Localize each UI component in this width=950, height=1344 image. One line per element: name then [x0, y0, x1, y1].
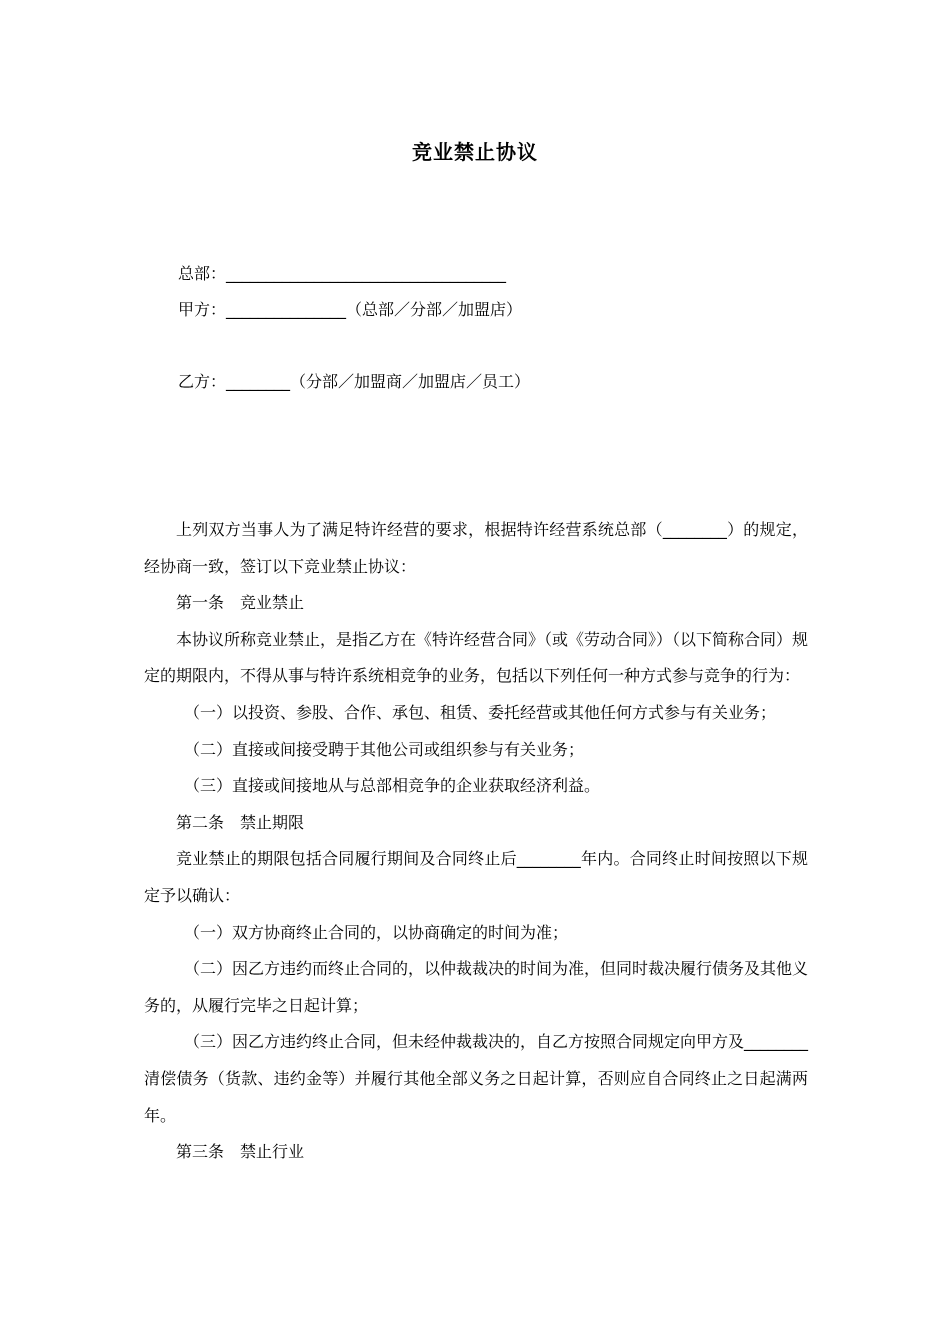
intro-paragraph: 上列双方当事人为了满足特许经营的要求，根据特许经营系统总部（________）的规定，经协商一致，签订以下竞业禁止协议：: [144, 520, 808, 576]
article-3-title: 禁止行业: [240, 1142, 305, 1162]
article-1-item-3: （三）直接或间接地从与总部相竞争的企业获取经济利益。: [184, 776, 601, 796]
hq-line: 总部：___________________________________: [178, 264, 507, 283]
article-3-number: 第三条: [176, 1142, 225, 1162]
article-2-text: 竞业禁止的期限包括合同履行期间及合同终止后________年内。合同终止时间按照以下规定予以确认：: [144, 849, 808, 905]
party-a-line: 甲方：_______________（总部／分部／加盟店）: [178, 300, 523, 319]
article-2-heading: [144, 805, 808, 842]
article-2-title: 禁止期限: [240, 812, 305, 832]
article-1-title: 竞业禁止: [240, 593, 305, 613]
article-3-heading: [144, 1134, 808, 1171]
document-title: 竞业禁止协议: [412, 140, 538, 164]
article-1-heading: [144, 585, 808, 622]
article-2-item-2: （二）因乙方违约而终止合同的，以仲裁裁决的时间为准，但同时裁决履行债务及其他义务的，从履行完毕之日起计算；: [144, 959, 809, 1015]
article-1-number: 第一条: [176, 593, 225, 613]
article-2-number: 第二条: [176, 812, 225, 832]
document-body: [144, 512, 808, 1171]
article-2-item-3: （三）因乙方违约终止合同，但未经仲裁裁决的，自乙方按照合同规定向甲方及________清偿债务（货款、违约金等）并履行其他全部义务之日起计算，否则应自合同终止之日起满两年。: [144, 1032, 809, 1125]
article-1-text: 本协议所称竞业禁止，是指乙方在《特许经营合同》（或《劳动合同》）（以下简称合同）规定的期限内，不得从事与特许系统相竞争的业务，包括以下列任何一种方式参与竞争的行为：: [144, 629, 809, 686]
article-1-item-2: （二）直接或间接受聘于其他公司或组织参与有关业务；: [184, 739, 585, 759]
article-1-item-1: （一）以投资、参股、合作、承包、租赁、委托经营或其他任何方式参与有关业务；: [184, 702, 777, 722]
party-b-line: 乙方：________（分部／加盟商／加盟店／员工）: [178, 372, 531, 391]
article-2-item-1: （一）双方协商终止合同的，以协商确定的时间为准；: [184, 922, 569, 942]
